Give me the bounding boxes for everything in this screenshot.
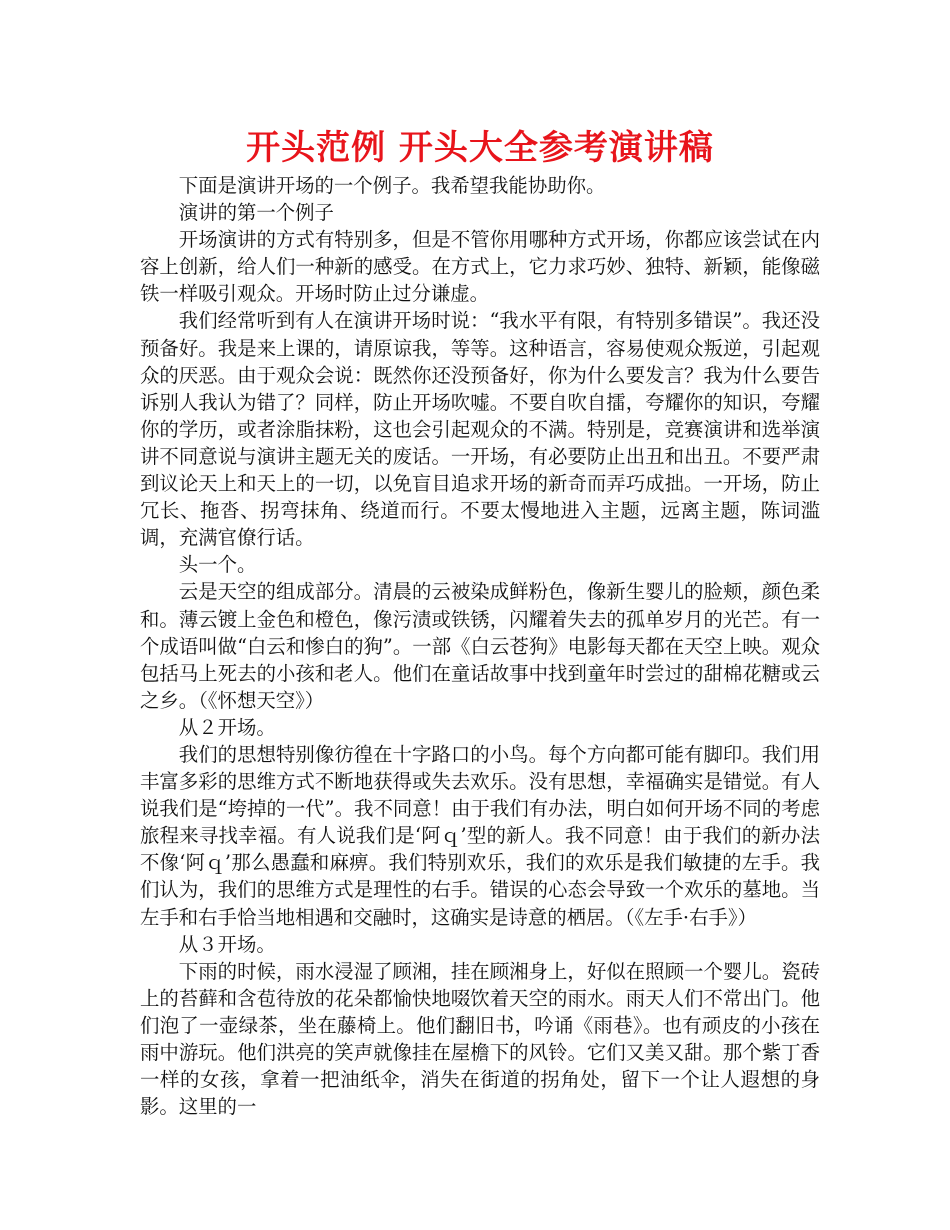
- paragraph-second-heading: 从２开场。: [178, 715, 276, 739]
- paragraph-avoid-modesty: 我们经常听到有人在演讲开场时说：“我水平有限，有特别多错误”。我还没预备好。我是来上课的，请原谅我，等等。这种语言，容易使观众叛逆，引起观众的厌恶。由于观众会说：既然你还没预备好，你为什么要发言？我为什么要告诉别人我认为错了？同样，防止开场吹嘘。不要自吹自擂，夸耀你的知识，夸耀你的学历，或者涂脂抹粉，这也会引起观众的不满。特别是，竞赛演讲和选举演讲不同意说与演讲主题无关的废话。一开场，有必要防止出丑和出丑。不要严肃到议论天上和天上的一切，以免盲目追求开场的新奇而弄巧成拙。一开场，防止冗长、拖沓、拐弯抹角、绕道而行。不要太慢地进入主题，远离主题，陈词滥调，充满官僚行话。: [140, 309, 820, 550]
- paragraph-third-heading: 从３开场。: [178, 932, 276, 956]
- paragraph-rain: 下雨的时候，雨水浸湿了顾湘，挂在顾湘身上，好似在照顾一个婴儿。瓷砖上的苔藓和含苞待放的花朵都愉快地啜饮着天空的雨水。雨天人们不常出门。他们泡了一壶绿茶，坐在藤椅上。他们翻旧书，吟诵《雨巷》。也有顽皮的小孩在雨中游玩。他们洪亮的笑声就像挂在屋檐下的风铃。它们又美又甜。那个紫丁香一样的女孩，拿着一把油纸伞，消失在街道的拐角处，留下一个让人遐想的身影。这里的一: [140, 959, 820, 1119]
- paragraph-first-heading: 头一个。: [178, 553, 257, 577]
- paragraph-thoughts: 我们的思想特别像彷徨在十字路口的小鸟。每个方向都可能有脚印。我们用丰富多彩的思维方式不断地获得或失去欢乐。没有思想，幸福确实是错觉。有人说我们是“垮掉的一代”。我不同意！由于我们有办法，明白如何开场不同的考虑旅程来寻找幸福。有人说我们是‘阿ｑ’型的新人。我不同意！由于我们的新办法不像‘阿ｑ’那么愚蠢和麻痹。我们特别欢乐，我们的欢乐是我们敏捷的左手。我们认为，我们的思维方式是理性的右手。错误的心态会导致一个欢乐的墓地。当左手和右手恰当地相遇和交融时，这确实是诗意的栖居。（《左手·右手》）: [140, 742, 820, 929]
- paragraph-opening-methods: 开场演讲的方式有特别多，但是不管你用哪种方式开场，你都应该尝试在内容上创新，给人们一种新的感受。在方式上，它力求巧妙、独特、新颖，能像磁铁一样吸引观众。开场时防止过分谦虚。: [140, 228, 820, 306]
- document-page: [140, 126, 820, 1120]
- paragraph-clouds: 云是天空的组成部分。清晨的云被染成鲜粉色，像新生婴儿的脸颊，颜色柔和。薄云镀上金色和橙色，像污渍或铁锈，闪耀着失去的孤单岁月的光芒。有一个成语叫做“白云和惨白的狗”。一部《白云苍狗》电影每天都在天空上映。观众包括马上死去的小孩和老人。他们在童话故事中找到童年时尝过的甜棉花糖或云之乡。（《怀想天空》）: [140, 580, 820, 712]
- paragraph-example-heading: 演讲的第一个例子: [178, 201, 334, 225]
- document-title: 开头范例 开头大全参考演讲稿: [246, 128, 714, 168]
- paragraph-intro: 下面是演讲开场的一个例子。我希望我能协助你。: [178, 174, 606, 197]
